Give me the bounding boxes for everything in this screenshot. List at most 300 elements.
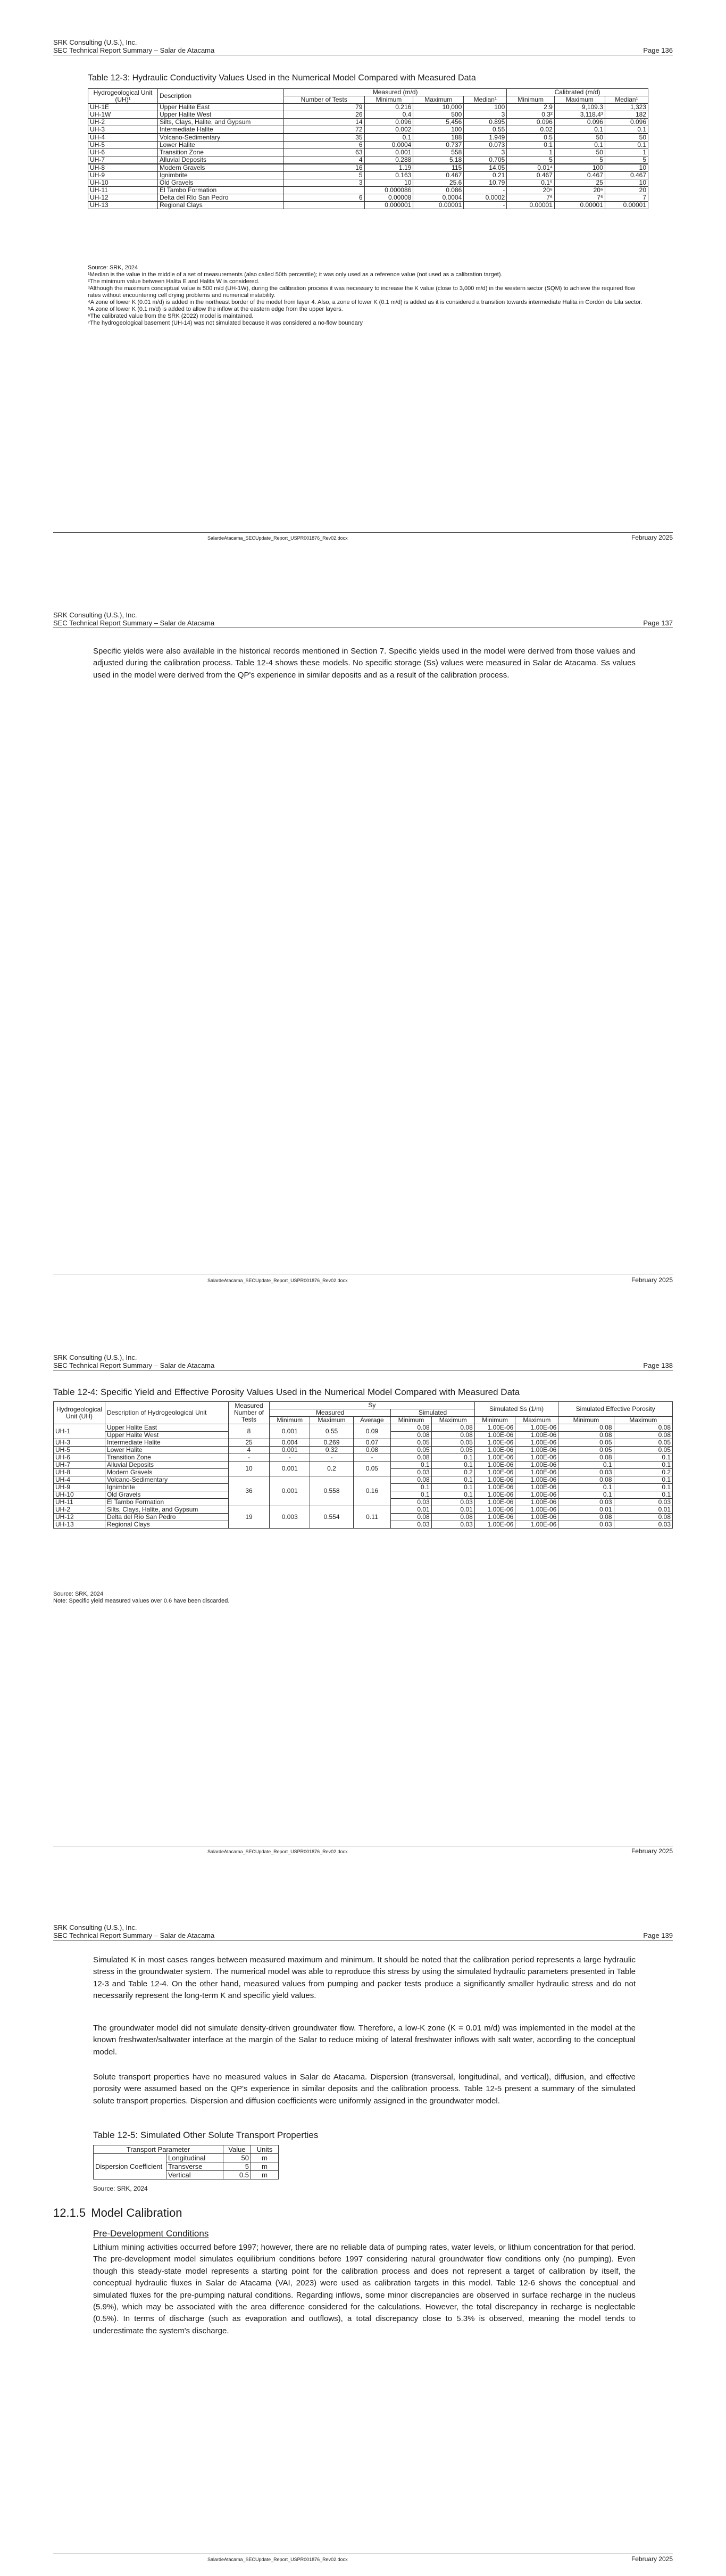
note-line: ⁵A zone of lower K (0.1 m/d) is added to allow the inflow at the eastern edge from the upper layers. <box>88 306 343 312</box>
col-measured-number: Measured Number of Tests <box>229 1402 270 1424</box>
value-vertical: 0.5 <box>223 2171 251 2179</box>
table-cell: 0.1 <box>605 142 648 149</box>
col-measured: Measured <box>270 1409 391 1417</box>
table-cell: Upper Halite West <box>158 111 284 119</box>
table-cell: UH-6 <box>88 149 158 156</box>
simulated-cell: 1.00E-06 <box>474 1484 515 1491</box>
measured-cell: - <box>229 1454 270 1462</box>
simulated-cell: 1.00E-06 <box>474 1506 515 1514</box>
simulated-cell: 0.05 <box>431 1447 474 1454</box>
table-cell: 1 <box>605 149 648 156</box>
note-line: ²The minimum value between Halita E and Halita W is considered. <box>88 278 260 285</box>
table-cell: 100 <box>554 164 605 172</box>
pre-development-paragraph: Lithium mining activities occurred before 1997; however, there are no reliable data of pumping rates, water levels, or lithium concentration for that period. The pre-development model simulates equilibrium conditions before 1997 considering natural groundwater flow conditions only (no pumping). Even though this steady-state model represents a starting point for the calibration process and does not represent a target of calibration by itself, the conceptual hydraulic fluxes in Salar de Atacama (VAI, 2023) were used as calibration targets in this model. Table 12-6 shows the conceptual and simulated fluxes for the pre-pumping natural conditions. Regarding inflows, some minor discrepancies are observed in surface recharge in the nucleus (5.9%), which may be associated with the area difference considered for the calculations. However, the total discrepancy in recharge is neglectable (0.5%). In terms of discharge (such as evaporation and outflows), a total discrepancy close to 5.3% is observed, meaning the model tends to underestimate the system's discharge. <box>93 2243 636 2335</box>
footer-date: February 2025 <box>631 1847 673 1855</box>
simulated-cell: 0.1 <box>614 1454 673 1462</box>
col-cal-median: Median¹ <box>605 96 648 104</box>
hydraulic-conductivity-table <box>88 88 648 209</box>
measured-cell: 0.269 <box>310 1439 353 1447</box>
desc-cell: Alluvial Deposits <box>105 1462 229 1469</box>
simulated-cell: 1.00E-06 <box>474 1462 515 1469</box>
table-cell: UH-12 <box>88 194 158 202</box>
uh-cell: UH-12 <box>54 1514 105 1521</box>
col-minimum: Minimum <box>364 96 413 104</box>
table-cell: 1.949 <box>464 134 507 142</box>
table-row <box>54 1476 673 1484</box>
table-cell: Old Gravels <box>158 179 284 187</box>
table-cell: 0.705 <box>464 156 507 164</box>
table-cell: 3 <box>464 111 507 119</box>
density-flow-paragraph: The groundwater model did not simulate density-driven groundwater flow. Therefore, a low-K zone (K = 0.01 m/d) was implemented in the model at the known freshwater/saltwater interface at the margin of the Salar to reduce mixing of lateral freshwater inflows with salt water, according to the conceptual model. <box>93 2024 636 2057</box>
measured-cell: 0.11 <box>353 1506 391 1529</box>
unit-vertical: m <box>251 2171 279 2179</box>
simulated-cell: 0.08 <box>558 1432 614 1439</box>
table-row <box>54 1454 673 1462</box>
desc-cell: Lower Halite <box>105 1447 229 1454</box>
measured-cell: 0.09 <box>353 1424 391 1439</box>
table-cell: 0.1 <box>364 134 413 142</box>
note-line: Source: SRK, 2024 <box>88 265 138 271</box>
table-cell: Intermediate Halite <box>158 126 284 134</box>
measured-cell: 25 <box>229 1439 270 1447</box>
simulated-cell: 1.00E-06 <box>474 1521 515 1529</box>
table-cell: 5 <box>605 156 648 164</box>
table-row <box>88 164 648 172</box>
table-cell <box>284 187 365 194</box>
page-number: Page 137 <box>643 619 673 627</box>
table-cell: 25 <box>554 179 605 187</box>
measured-cell: 8 <box>229 1424 270 1439</box>
table-cell: 50 <box>554 134 605 142</box>
table-cell: 0.467 <box>507 172 555 179</box>
table-cell: 20⁶ <box>554 187 605 194</box>
table-cell: 0.467 <box>554 172 605 179</box>
table-cell: El Tambo Formation <box>158 187 284 194</box>
simulated-cell: 0.05 <box>391 1447 431 1454</box>
uh-cell: UH-1 <box>54 1424 105 1439</box>
table-row <box>88 156 648 164</box>
table-cell: Volcano-Sedimentary <box>158 134 284 142</box>
desc-cell: Transition Zone <box>105 1454 229 1462</box>
table-cell: Regional Clays <box>158 202 284 209</box>
measured-cell: 0.32 <box>310 1447 353 1454</box>
desc-cell: Silts, Clays, Halite, and Gypsum <box>105 1506 229 1514</box>
table-cell: 20 <box>605 187 648 194</box>
page-number: Page 139 <box>643 1931 673 1939</box>
table-cell: Transition Zone <box>158 149 284 156</box>
measured-cell: 0.55 <box>310 1424 353 1439</box>
simulated-cell: 1.00E-06 <box>515 1469 558 1476</box>
simulated-cell: 0.1 <box>614 1484 673 1491</box>
simulated-cell: 0.08 <box>431 1514 474 1521</box>
table-cell: 10 <box>605 179 648 187</box>
col-description: Description of Hydrogeological Unit <box>105 1402 229 1424</box>
col-simulated-ss: Simulated Ss (1/m) <box>474 1402 558 1417</box>
table-row <box>88 104 648 111</box>
table-cell: UH-5 <box>88 142 158 149</box>
table-cell: UH-11 <box>88 187 158 194</box>
col-ss-min: Minimum <box>474 1417 515 1424</box>
table-cell: 0.073 <box>464 142 507 149</box>
desc-cell: Delta del Río San Pedro <box>105 1514 229 1521</box>
page-number: Page 138 <box>643 1361 673 1369</box>
measured-cell: 0.001 <box>270 1424 310 1439</box>
simulated-cell: 0.1 <box>391 1462 431 1469</box>
simulated-cell: 0.08 <box>391 1424 431 1432</box>
simulated-cell: 0.08 <box>558 1424 614 1432</box>
table-cell: UH-2 <box>88 119 158 126</box>
table-cell: 10 <box>605 164 648 172</box>
table-cell: 50 <box>605 134 648 142</box>
simulated-cell: 0.2 <box>431 1469 474 1476</box>
col-avg: Average <box>353 1417 391 1424</box>
table-row <box>88 111 648 119</box>
solute-transport-paragraph: Solute transport properties have no measured values in Salar de Atacama. Dispersion (transversal, longitudinal, and vertical), diffusion, and effective porosity were assumed based on the QP's experience in similar deposits and the calibration process. Table 12-5 present a summary of the simulated solute transport properties. Dispersion and diffusion coefficients were uniformly assigned in the groundwater model. <box>93 2073 636 2106</box>
simulated-cell: 0.08 <box>558 1476 614 1484</box>
page-header <box>53 1923 673 1941</box>
simulated-cell: 0.08 <box>391 1432 431 1439</box>
measured-cell: 0.003 <box>270 1506 310 1529</box>
col-min: Minimum <box>270 1417 310 1424</box>
col-hydro-unit: Hydrogeological Unit (UH)¹ <box>88 89 158 104</box>
page-footer <box>53 532 673 541</box>
table-12-5-source: Source: SRK, 2024 <box>93 2185 148 2192</box>
dispersion-coefficient-label: Dispersion Coefficient <box>94 2154 166 2179</box>
footer-file: SalardeAtacama_SECUpdate_Report_USPR001876_Rev02.docx <box>207 1278 348 1283</box>
footer-date: February 2025 <box>631 534 673 541</box>
table-cell: 0.467 <box>413 172 464 179</box>
simulated-cell: 0.03 <box>614 1499 673 1506</box>
table-cell: 0.0004 <box>413 194 464 202</box>
page-number: Page 136 <box>643 46 673 54</box>
simulated-cell: 0.05 <box>614 1447 673 1454</box>
table-cell: 0.1⁵ <box>507 179 555 187</box>
simulated-cell: 0.08 <box>391 1476 431 1484</box>
col-sim-min: Minimum <box>391 1417 431 1424</box>
col-median: Median¹ <box>464 96 507 104</box>
simulated-cell: 0.1 <box>431 1462 474 1469</box>
simulated-cell: 0.03 <box>614 1521 673 1529</box>
simulated-cell: 0.01 <box>391 1506 431 1514</box>
table-cell: 100 <box>464 104 507 111</box>
simulated-cell: 0.01 <box>431 1506 474 1514</box>
simulated-cell: 0.03 <box>391 1499 431 1506</box>
table-cell: 10,000 <box>413 104 464 111</box>
table-cell: 0.55 <box>464 126 507 134</box>
simulated-cell: 0.1 <box>558 1462 614 1469</box>
desc-cell: Volcano-Sedimentary <box>105 1476 229 1484</box>
simulated-cell: 0.05 <box>558 1439 614 1447</box>
desc-cell: El Tambo Formation <box>105 1499 229 1506</box>
table-cell: 0.21 <box>464 172 507 179</box>
param-transverse: Transverse <box>166 2162 223 2171</box>
simulated-cell: 0.1 <box>391 1484 431 1491</box>
note-line: ⁷The hydrogeological basement (UH-14) was not simulated because it was considered a no-flow boundary <box>88 320 363 326</box>
col-simulated-eff: Simulated Effective Porosity <box>558 1402 673 1417</box>
table-cell: 16 <box>284 164 365 172</box>
simulated-cell: 1.00E-06 <box>474 1469 515 1476</box>
measured-cell: 0.2 <box>310 1462 353 1476</box>
page-header <box>53 1353 673 1370</box>
simulated-cell: 1.00E-06 <box>515 1447 558 1454</box>
table-cell: 1,323 <box>605 104 648 111</box>
table-cell: 14.05 <box>464 164 507 172</box>
simulated-cell: 1.00E-06 <box>515 1484 558 1491</box>
note-line: Source: SRK, 2024 <box>53 1591 104 1597</box>
desc-cell: Upper Halite West <box>105 1432 229 1439</box>
table-cell: UH-4 <box>88 134 158 142</box>
table-cell: 5 <box>284 172 365 179</box>
note-line: ⁶The calibrated value from the SRK (2022) model is maintained. <box>88 313 254 319</box>
table-row <box>88 142 648 149</box>
table-cell: - <box>464 187 507 194</box>
table-cell: Modern Gravels <box>158 164 284 172</box>
measured-cell: 0.05 <box>353 1462 391 1476</box>
param-longitudinal: Longitudinal <box>166 2154 223 2162</box>
simulated-cell: 0.08 <box>558 1514 614 1521</box>
table-cell: 0.096 <box>364 119 413 126</box>
table-cell: 7⁶ <box>507 194 555 202</box>
section-title: Model Calibration <box>91 2206 182 2219</box>
table-12-3-notes <box>88 265 648 327</box>
footer-file: SalardeAtacama_SECUpdate_Report_USPR001876_Rev02.docx <box>207 2557 348 2562</box>
measured-cell: 0.001 <box>270 1462 310 1476</box>
uh-cell: UH-9 <box>54 1484 105 1491</box>
table-cell: 0.467 <box>605 172 648 179</box>
table-cell: UH-3 <box>88 126 158 134</box>
uh-cell: UH-5 <box>54 1447 105 1454</box>
table-cell: UH-1E <box>88 104 158 111</box>
desc-cell: Modern Gravels <box>105 1469 229 1476</box>
table-cell: 63 <box>284 149 365 156</box>
company-name: SRK Consulting (U.S.), Inc. <box>53 1353 137 1361</box>
table-12-4-title: Table 12-4: Specific Yield and Effective Porosity Values Used in the Numerical Model Compared with Measured Data <box>53 1387 520 1397</box>
unit-longitudinal: m <box>251 2154 279 2162</box>
table-row <box>88 179 648 187</box>
table-cell: 79 <box>284 104 365 111</box>
simulated-cell: 1.00E-06 <box>515 1462 558 1469</box>
uh-cell: UH-11 <box>54 1499 105 1506</box>
table-cell: UH-7 <box>88 156 158 164</box>
table-cell: Silts, Clays, Halite, and Gypsum <box>158 119 284 126</box>
table-cell: 0.096 <box>507 119 555 126</box>
table-cell: 0.163 <box>364 172 413 179</box>
section-heading <box>53 2206 182 2220</box>
simulated-cell: 0.08 <box>614 1424 673 1432</box>
table-cell: 4 <box>284 156 365 164</box>
table-cell: 3 <box>464 149 507 156</box>
simulated-cell: 0.2 <box>614 1469 673 1476</box>
table-cell: 9,109.3 <box>554 104 605 111</box>
table-cell: 0.00001 <box>413 202 464 209</box>
page-header <box>53 611 673 628</box>
simulated-cell: 0.08 <box>614 1432 673 1439</box>
value-longitudinal: 50 <box>223 2154 251 2162</box>
table-cell: 7⁶ <box>554 194 605 202</box>
measured-cell: 0.001 <box>270 1447 310 1454</box>
table-cell: UH-9 <box>88 172 158 179</box>
table-cell: 5 <box>554 156 605 164</box>
simulated-cell: 1.00E-06 <box>515 1514 558 1521</box>
simulated-cell: 1.00E-06 <box>515 1499 558 1506</box>
measured-cell: 0.001 <box>270 1476 310 1506</box>
table-cell: UH-13 <box>88 202 158 209</box>
table-cell: Lower Halite <box>158 142 284 149</box>
col-value: Value <box>223 2145 251 2154</box>
col-description: Description <box>158 89 284 104</box>
table-row <box>88 134 648 142</box>
table-cell: 6 <box>284 142 365 149</box>
simulated-cell: 1.00E-06 <box>515 1424 558 1432</box>
simulated-cell: 0.03 <box>431 1521 474 1529</box>
simulated-cell: 1.00E-06 <box>515 1476 558 1484</box>
table-cell: 0.096 <box>605 119 648 126</box>
simulated-cell: 1.00E-06 <box>474 1447 515 1454</box>
col-eff-min: Minimum <box>558 1417 614 1424</box>
simulated-cell: 0.03 <box>558 1499 614 1506</box>
simulated-cell: 0.1 <box>431 1484 474 1491</box>
footer-file: SalardeAtacama_SECUpdate_Report_USPR001876_Rev02.docx <box>207 1849 348 1854</box>
simulated-cell: 0.03 <box>391 1469 431 1476</box>
simulated-cell: 1.00E-06 <box>515 1432 558 1439</box>
simulated-cell: 1.00E-06 <box>474 1499 515 1506</box>
table-cell: 0.1 <box>507 142 555 149</box>
col-maximum: Maximum <box>413 96 464 104</box>
table-cell: 100 <box>413 126 464 134</box>
desc-cell: Old Gravels <box>105 1491 229 1499</box>
table-12-4-notes <box>53 1591 673 1605</box>
uh-cell: UH-7 <box>54 1462 105 1469</box>
table-cell: 0.001 <box>364 149 413 156</box>
table-row <box>54 1439 673 1447</box>
report-title: SEC Technical Report Summary – Salar de Atacama <box>53 619 215 627</box>
table-cell: 5.18 <box>413 156 464 164</box>
table-row <box>88 126 648 134</box>
table-cell: 3 <box>284 179 365 187</box>
table-cell: 0.000001 <box>364 202 413 209</box>
report-title: SEC Technical Report Summary – Salar de Atacama <box>53 46 215 54</box>
simulated-cell: 1.00E-06 <box>474 1491 515 1499</box>
table-cell: 0.288 <box>364 156 413 164</box>
subsection-heading: Pre-Development Conditions <box>93 2228 209 2239</box>
simulated-cell: 1.00E-06 <box>515 1506 558 1514</box>
table-cell: 5,456 <box>413 119 464 126</box>
specific-yield-paragraph: Specific yields were also available in the historical records mentioned in Section 7. Specific yields used in the model were derived from those values and adjusted during the calibration process. Table 12-4 shows these models. No specific storage (Ss) values were measured in Salar de Atacama. Ss values used in the model were derived from the QP's experience in similar deposits and as a result of the calibration process. <box>93 647 636 680</box>
simulated-cell: 0.08 <box>614 1514 673 1521</box>
table-cell: 50 <box>554 149 605 156</box>
simulated-cell: 0.1 <box>558 1491 614 1499</box>
table-cell: 3,118.4³ <box>554 111 605 119</box>
simulated-cell: 0.05 <box>614 1439 673 1447</box>
simulated-cell: 1.00E-06 <box>515 1439 558 1447</box>
table-cell: 0.02 <box>507 126 555 134</box>
uh-cell: UH-4 <box>54 1476 105 1484</box>
simulated-cell: 1.00E-06 <box>474 1432 515 1439</box>
simulated-cell: 0.1 <box>614 1491 673 1499</box>
table-cell: UH-8 <box>88 164 158 172</box>
simulated-cell: 0.05 <box>391 1439 431 1447</box>
table-row <box>88 187 648 194</box>
solute-transport-table <box>93 2145 279 2179</box>
simulated-cell: 0.05 <box>431 1439 474 1447</box>
table-cell: - <box>464 202 507 209</box>
measured-cell: - <box>310 1454 353 1462</box>
table-cell: 1 <box>507 149 555 156</box>
table-cell: 0.216 <box>364 104 413 111</box>
table-cell: 0.00001 <box>507 202 555 209</box>
table-cell: 182 <box>605 111 648 119</box>
table-cell: 500 <box>413 111 464 119</box>
measured-cell: 36 <box>229 1476 270 1506</box>
table-cell: 0.3² <box>507 111 555 119</box>
specific-yield-table <box>53 1401 673 1529</box>
col-num-tests: Number of Tests <box>284 96 365 104</box>
measured-cell: 19 <box>229 1506 270 1529</box>
table-cell: 0.002 <box>364 126 413 134</box>
simulated-cell: 1.00E-06 <box>474 1454 515 1462</box>
company-name: SRK Consulting (U.S.), Inc. <box>53 611 137 619</box>
uh-cell: UH-8 <box>54 1469 105 1476</box>
note-line: ¹Median is the value in the middle of a set of measurements (also called 50th percentile); it was only used as a reference value (not used as a calibration target). <box>88 271 503 278</box>
simulated-cell: 0.1 <box>614 1476 673 1484</box>
table-cell: 0.5 <box>507 134 555 142</box>
table-cell: 558 <box>413 149 464 156</box>
simulated-cell: 0.05 <box>558 1447 614 1454</box>
report-title: SEC Technical Report Summary – Salar de Atacama <box>53 1361 215 1369</box>
company-name: SRK Consulting (U.S.), Inc. <box>53 38 137 46</box>
table-cell: 0.096 <box>554 119 605 126</box>
simulated-cell: 0.01 <box>558 1506 614 1514</box>
table-cell: 35 <box>284 134 365 142</box>
measured-cell: 0.004 <box>270 1439 310 1447</box>
simulated-cell: 0.1 <box>391 1491 431 1499</box>
section-number: 12.1.5 <box>53 2206 86 2219</box>
table-cell: 0.01⁴ <box>507 164 555 172</box>
table-cell: 0.895 <box>464 119 507 126</box>
simulated-cell: 0.03 <box>391 1521 431 1529</box>
uh-cell: UH-10 <box>54 1491 105 1499</box>
table-cell: 0.1 <box>554 142 605 149</box>
table-cell <box>284 202 365 209</box>
table-row <box>88 194 648 202</box>
table-cell: Alluvial Deposits <box>158 156 284 164</box>
col-cal-maximum: Maximum <box>554 96 605 104</box>
uh-cell: UH-2 <box>54 1506 105 1514</box>
table-cell: 0.086 <box>413 187 464 194</box>
measured-cell: - <box>353 1454 391 1462</box>
simulated-cell: 0.1 <box>431 1491 474 1499</box>
col-eff-max: Maximum <box>614 1417 673 1424</box>
col-hydro-unit: Hydrogeological Unit (UH) <box>54 1402 105 1424</box>
note-line: ³Although the maximum conceptual value is 500 m/d (UH-1W), during the calibration process it was necessary to increase the K value (close to 3,000 m/d) in the western sector (SQM) to achieve the required flow rates without encountering cell drying problems and numerical instability. <box>88 285 635 299</box>
table-row <box>88 172 648 179</box>
simulated-cell: 1.00E-06 <box>515 1491 558 1499</box>
table-cell: 0.0002 <box>464 194 507 202</box>
table-cell: 10.79 <box>464 179 507 187</box>
table-cell: 26 <box>284 111 365 119</box>
desc-cell: Upper Halite East <box>105 1424 229 1432</box>
table-12-3-title: Table 12-3: Hydraulic Conductivity Values Used in the Numerical Model Compared with Measured Data <box>88 73 476 82</box>
measured-cell: 0.08 <box>353 1447 391 1454</box>
col-measured: Measured (m/d) <box>284 89 507 96</box>
table-cell: 0.737 <box>413 142 464 149</box>
simulated-cell: 0.1 <box>431 1454 474 1462</box>
desc-cell: Regional Clays <box>105 1521 229 1529</box>
measured-cell: 0.558 <box>310 1476 353 1506</box>
table-cell: 188 <box>413 134 464 142</box>
table-cell: 115 <box>413 164 464 172</box>
table-cell: 25.6 <box>413 179 464 187</box>
